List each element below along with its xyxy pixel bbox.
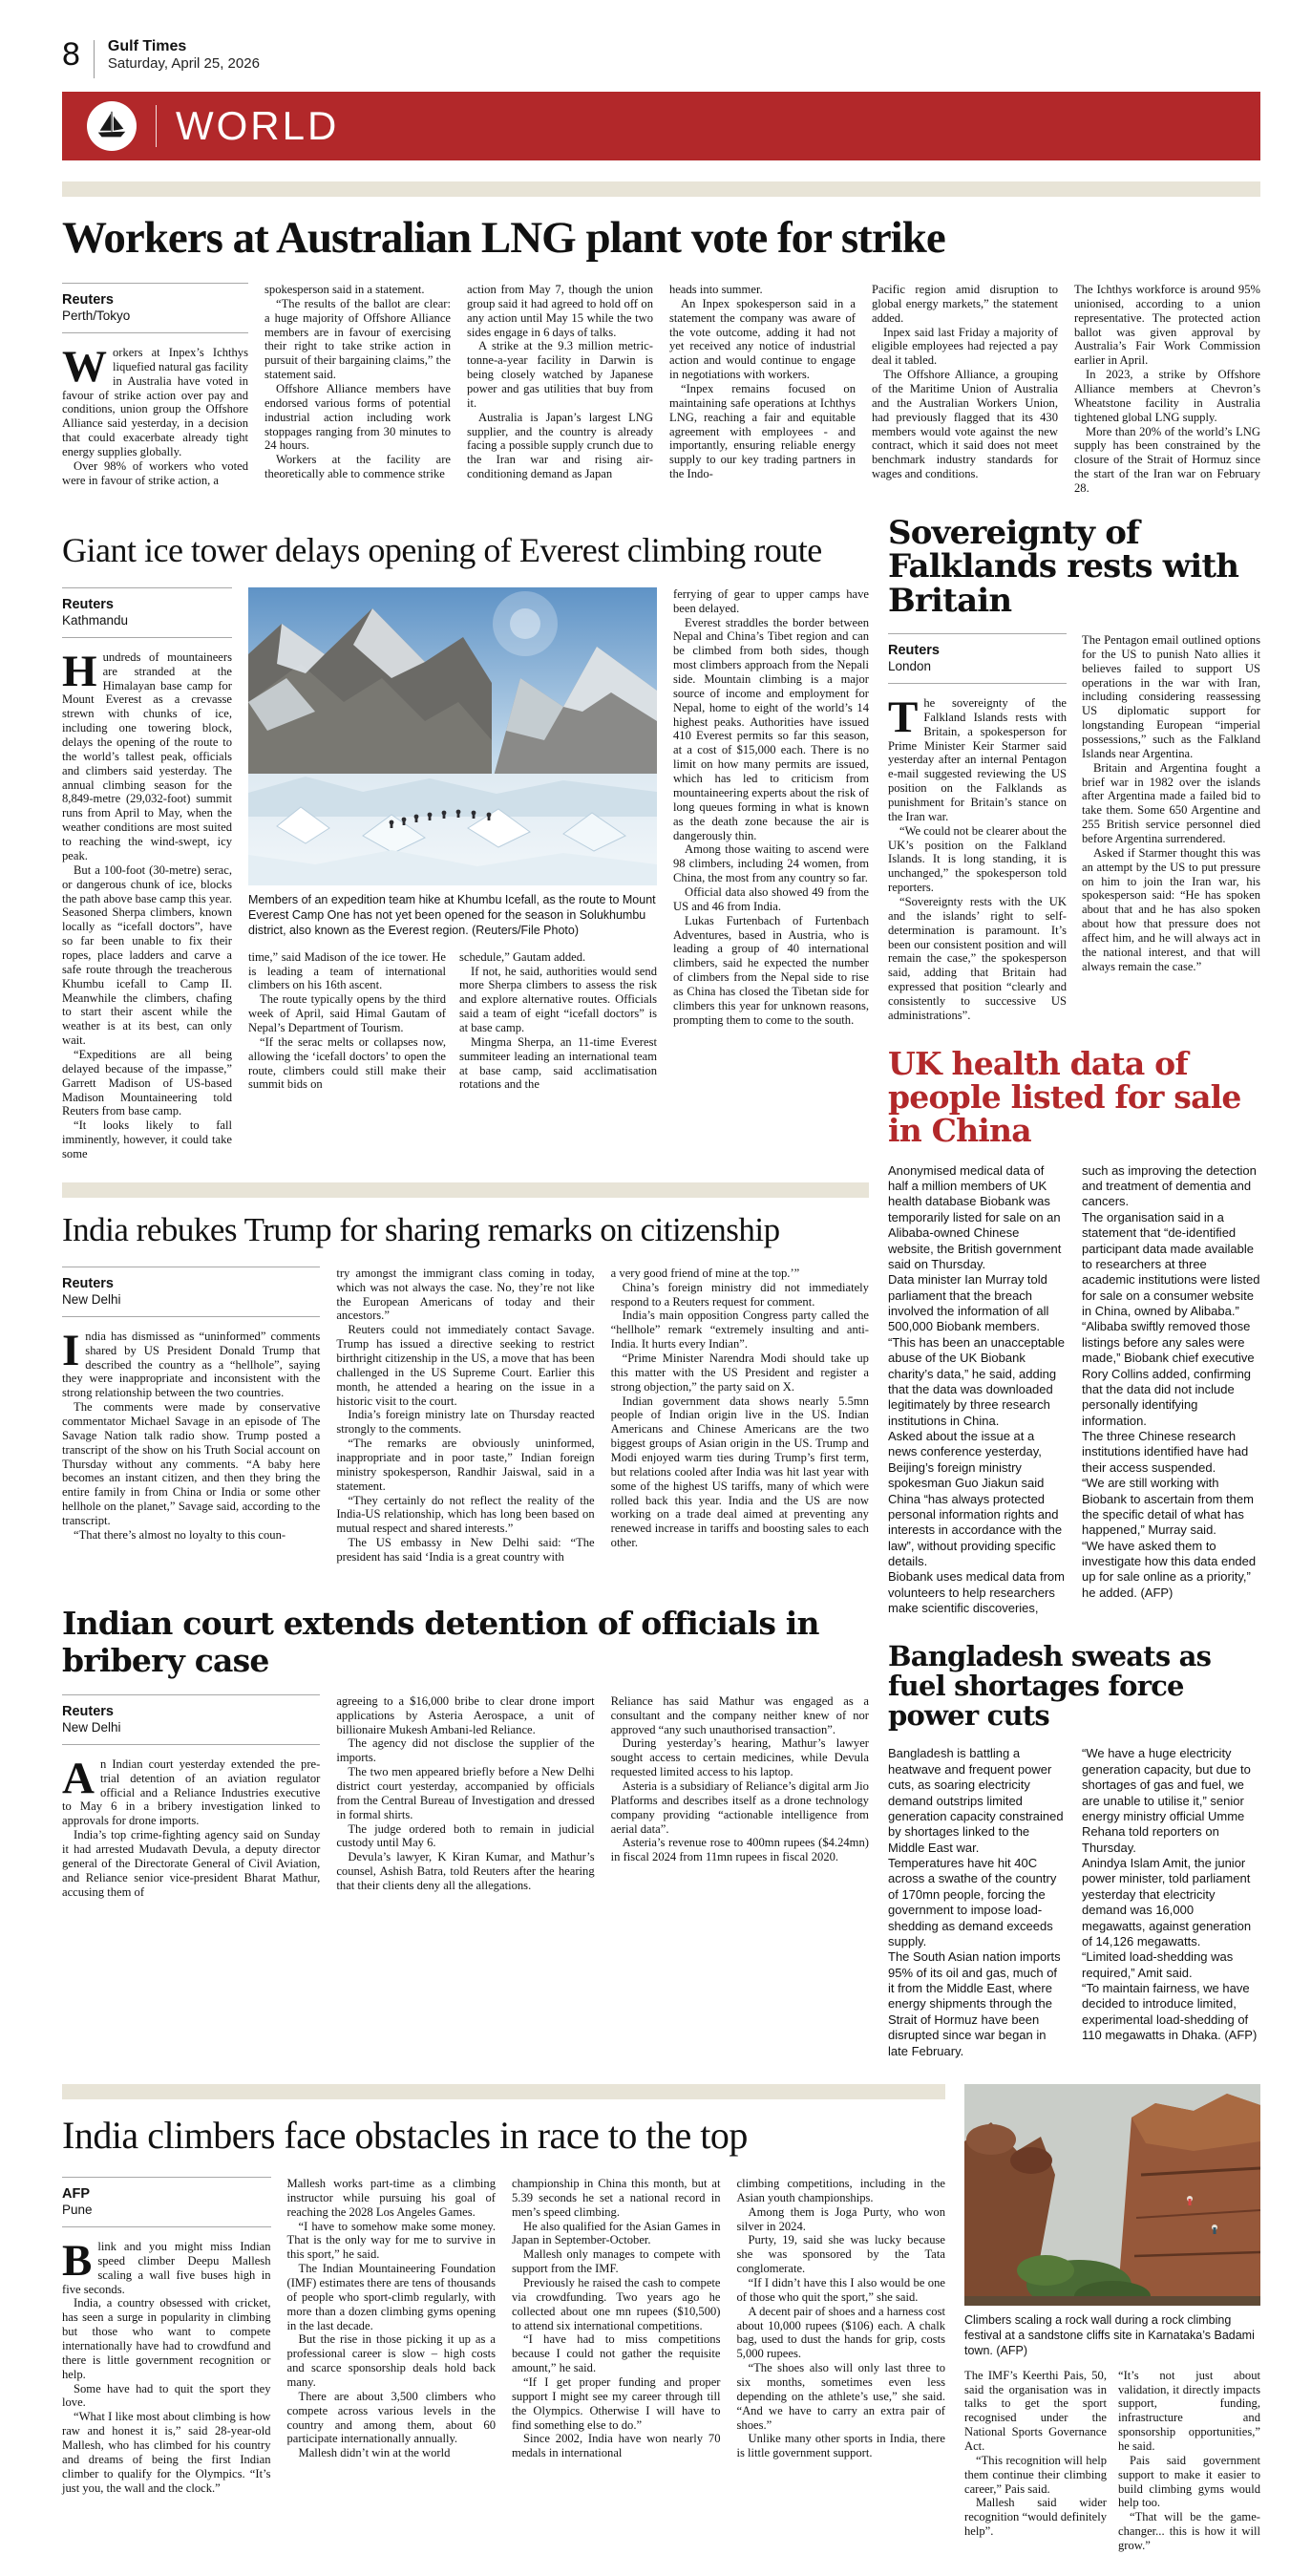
- column-text: [1082, 1163, 1260, 1617]
- paragraph: “It’s not just about validation, it directly impacts support, funding, infrastructure and sponsorship opportunities,” he said.: [1118, 2368, 1260, 2453]
- column-text: [888, 1746, 1067, 2059]
- paragraph: The Ichthys workforce is around 95% unionised, according to a union representative. The protected action ballot was given approval by Australia’s Fair Work Commission earlier in April.: [1074, 283, 1260, 368]
- paragraph: Everest straddles the border between Nepal and China’s Tibet region and can be climbed from both sides, though most climbers approach from the Nepali side. Mountain climbing is a major source of income and employment for Nepal, home to eight of the world’s 14 highest peaks. Authorities have issued 410 Everest permits so far this season, at a cost of $15,000 each. There is no limit on how many permits are issued, which has led to criticism from mountaineering experts about the risk of long queues forming in what is known as the death zone because the air is dangerously thin.: [673, 615, 869, 842]
- byline-location: New Delhi: [62, 1291, 121, 1307]
- headline-bribery: Indian court extends detention of officials in bribery case: [62, 1604, 819, 1679]
- paragraph: The US embassy in New Delhi said: “The president has said ‘India is a great country with: [336, 1536, 595, 1565]
- paragraph: An Inpex spokesperson said in a statement the company was aware of the vote outcome, adding it had not yet received any notice of industrial action and would continue to engage in negotiations with workers.: [669, 296, 856, 382]
- headline-trump: India rebukes Trump for sharing remarks on citizenship: [62, 1210, 780, 1248]
- paragraph: Temperatures have hit 40C across a swathe of the country of 170mn people, forcing the government to impose load-shedding as demand exceeds supply.: [888, 1856, 1057, 1948]
- paragraph: Bangladesh is battling a heatwave and frequent power cuts, as soaring electricity demand outstrips limited generation capacity constrained by shortages linked to the Middle East war.: [888, 1746, 1064, 1855]
- byline-agency: Reuters: [888, 642, 940, 658]
- masthead: [62, 38, 1260, 78]
- paragraph: agreeing to a $16,000 bribe to clear drone import applications by Asteria Aerospace, a unit of billionaire Mukesh Ambani-led Reliance.: [336, 1693, 595, 1736]
- column-text: [459, 950, 657, 1093]
- paragraph: Mallesh only manages to compete with support from the IMF.: [512, 2247, 721, 2276]
- paragraph: Britain and Argentina fought a brief war in 1982 over the islands after Argentina made a failed bid to take them. Some 650 Argentine and 255 British service personnel died before Argentina surrendered.: [1082, 760, 1260, 845]
- article-bribery-case: [62, 1605, 869, 1900]
- paragraph: More than 20% of the world’s LNG supply has been constrained by the closure of the Strait of Hormuz since the start of the Iran war on February 28.: [1074, 424, 1260, 496]
- byline: [888, 633, 1067, 684]
- paragraph: Devula’s lawyer, K Kiran Kumar, and Mathur’s counsel, Ashish Batra, told Reuters after the hearing that their clients deny all the allegations.: [336, 1850, 595, 1893]
- paragraph: heads into summer.: [669, 283, 763, 296]
- column-text: [737, 2177, 946, 2495]
- paragraph: India’s foreign ministry late on Thursday reacted strongly to the comments.: [336, 1408, 595, 1437]
- paragraph: The three Chinese research institutions identified have had their access suspended.: [1082, 1429, 1249, 1475]
- paragraph: “That will be the game-changer... this is how it will grow.”: [1118, 2510, 1260, 2553]
- byline-agency: Reuters: [62, 1275, 114, 1291]
- paragraph: Mallesh said wider recognition “would definitely help”.: [964, 2496, 1107, 2539]
- paragraph: During yesterday’s hearing, Mathur’s lawyer sought access to certain medicines, while Devula requested limited access to his laptop.: [610, 1736, 869, 1779]
- byline-agency: Reuters: [62, 292, 114, 308]
- byline-agency: Reuters: [62, 1703, 114, 1719]
- paragraph: Workers at the facility are theoretically able to commence strike: [264, 453, 451, 481]
- byline-agency: AFP: [62, 2185, 90, 2202]
- paragraph: Among them is Joga Purty, who won silver in 2024.: [736, 2204, 945, 2233]
- everest-photo-caption: Members of an expedition team hike at Khumbu Icefall, as the route to Mount Everest Camp One has not yet been opened for the season in Solukhumbu district, also known as the Everest region. (Reuters/File Photo): [248, 892, 656, 938]
- paragraph: “The remarks are obviously uninformed, inappropriate and in poor taste,” Indian foreign ministry spokesperson, Randhir Jaiswal, said in a statement.: [336, 1437, 595, 1493]
- paragraph: Offshore Alliance members have endorsed various forms of potential industrial action including work stoppages ranging from 30 minutes to 24 hours.: [264, 382, 451, 453]
- section-rule-bar: [62, 2084, 945, 2099]
- column-text: [611, 1694, 869, 1900]
- lng-columns: [62, 283, 1260, 496]
- paragraph: time,” said Madison of the ice tower. He is leading a team of international climbers on his 16th ascent.: [248, 949, 446, 992]
- headline-falklands: Sovereignty of Falklands rests with Britain: [888, 513, 1239, 620]
- section-title: WORLD: [176, 103, 340, 148]
- paragraph: Asked about the issue at a news conference yesterday, Beijing’s foreign ministry spokesman Guo Jiakun said China “has always protected personal information rights and interests in accordance with the law”, without providing specific details.: [888, 1429, 1063, 1569]
- paragraph: action from May 7, though the union group said it had agreed to hold off on any action until May 15 while the two sides engage in 6 days of talks.: [467, 283, 653, 339]
- headline-lng: Workers at Australian LNG plant vote for strike: [62, 213, 945, 263]
- section-banner: [62, 92, 1260, 160]
- paragraph: China’s foreign ministry did not immediately respond to a Reuters request for comment.: [610, 1280, 869, 1309]
- article-trump-citizenship: [62, 1182, 869, 1565]
- paper-name: Gulf Times: [107, 38, 187, 54]
- paragraph: ferrying of gear to upper camps have been delayed.: [673, 586, 869, 615]
- column-text: [888, 1163, 1067, 1617]
- paragraph: Asteria is a subsidiary of Reliance’s digital arm Jio Platforms and describes itself as a drone technology company providing “actionable intelligence from aerial data”.: [610, 1779, 869, 1836]
- article-lng-strike: [62, 181, 1260, 496]
- article-uk-health-data: [888, 1044, 1260, 1617]
- paragraph: Among those waiting to ascend were 98 climbers, including 24 women, from China, the most from any country so far.: [673, 842, 869, 885]
- byline-location: Kathmandu: [62, 612, 129, 628]
- column-text: [1118, 2369, 1260, 2553]
- paragraph: Biobank uses medical data from volunteers to help researchers make scientific discoveries,: [888, 1569, 1065, 1616]
- page-number: 8: [62, 36, 80, 73]
- column-text: [512, 2177, 721, 2495]
- paragraph: championship in China this month, but at 5.39 seconds he set a national record in men’s speed climbing.: [512, 2176, 721, 2219]
- paragraph: “They certainly do not reflect the reality of the India-US relationship, which has long been based on mutual respect and shared interests.”: [336, 1493, 595, 1536]
- climbers-photo-block: [964, 2084, 1260, 2553]
- masthead-divider: [94, 40, 95, 78]
- paragraph: Data minister Ian Murray told parliament that the breach involved the information of all 500,000 Biobank members.: [888, 1272, 1049, 1334]
- section-rule-bar: [62, 1182, 869, 1198]
- paragraph: “Prime Minister Narendra Modi should take up this matter with the US President and register a strong objection,” the party said on X.: [610, 1351, 869, 1394]
- dhow-logo-icon: [87, 101, 137, 151]
- paragraph: The Indian Mountaineering Foundation (IMF) estimates there are tens of thousands of people who sport-climb regularly, with more than a dozen climbing gyms opening in the last decade.: [286, 2262, 496, 2332]
- headline-bangladesh: Bangladesh sweats as fuel shortages force power cuts: [888, 1639, 1212, 1733]
- column-text: [62, 1753, 321, 1900]
- paragraph: “Alibaba swiftly removed those listings before any sales were made,” Biobank chief executive Rory Collins added, confirming that the data did not include personally identifying information.: [1082, 1319, 1255, 1428]
- paragraph: “This recognition will help them continue their climbing career,” Pais said.: [964, 2453, 1107, 2496]
- headline-climbers: India climbers face obstacles in race to the top: [62, 2113, 748, 2157]
- column: [62, 587, 232, 1161]
- paragraph: “If I get proper funding and proper support I might see my career through till the Olympics. Otherwise I will have to find something else to do.”: [512, 2374, 721, 2432]
- column-text: [336, 1694, 594, 1900]
- everest-photo-block: [248, 587, 657, 1161]
- column-text: [62, 2235, 271, 2495]
- paragraph: Reliance has said Mathur was engaged as a consultant and the company neither knew of nor approved “any such unauthorised transaction”.: [610, 1693, 869, 1736]
- paragraph: The IMF’s Keerthi Pais, 50, said the organisation was in talks to get the sport recognised under the National Sports Governance Act.: [964, 2368, 1107, 2453]
- paragraph: “It looks likely to fall imminently, however, it could take some: [62, 1118, 232, 1160]
- paragraph: Asteria’s revenue rose to 400mn rupees ($4.24mn) in fiscal 2024 from 11mn rupees in fiscal 2020.: [610, 1836, 869, 1864]
- paragraph: India’s main opposition Congress party called the “hellhole” remark “extremely insulting and anti-India. It hurts every Indian”.: [610, 1309, 869, 1352]
- paragraph: The comments were made by conservative commentator Michael Savage in an episode of The Savage Nation talk radio show. Trump posted a transcript of the show on his Truth Social account on Thursday without any comments. “A baby here becomes an instant citizen, and then they bring the entire family in from China or India or some other hellhole on the planet,” Savage said, according to the transcript.: [62, 1400, 321, 1527]
- column-text: [1082, 633, 1260, 1023]
- climbers-photo-caption: Climbers scaling a rock wall during a rock climbing festival at a sandstone cliffs site in Karnataka’s Badami town. (AFP): [964, 2312, 1255, 2358]
- byline-location: London: [888, 658, 932, 673]
- column: [62, 1267, 320, 1565]
- paragraph: “We are still working with Biobank to ascertain from them the specific detail of what has happened,” Murray said.: [1082, 1476, 1254, 1538]
- paragraph: a very good friend of mine at the top.’”: [610, 1266, 800, 1280]
- paragraph: Blink and you might miss Indian speed climber Deepu Mallesh scaling a wall five buses high in five seconds.: [62, 2235, 271, 2296]
- column: [62, 2177, 271, 2495]
- paragraph: Inpex said last Friday a majority of eligible employees had rejected a pay deal it tabled.: [872, 325, 1058, 368]
- paragraph: In 2023, a strike by Offshore Alliance members at Chevron’s Wheatstone facility in Australia tightened global LNG supply.: [1074, 368, 1260, 424]
- column-text: [62, 1325, 321, 1543]
- paragraph: Reuters could not immediately contact Savage. Trump has issued a directive seeking to restrict birthright citizenship in the US, a move that has been challenged in the US Supreme Court. Earlier this month, he attended a hearing on the issue in a historic visit to the court.: [336, 1323, 595, 1408]
- column-text: [872, 283, 1058, 496]
- paragraph: “That there’s almost no loyalty to this coun-: [74, 1527, 286, 1542]
- paragraph: schedule,” Gautam added.: [459, 949, 586, 964]
- column-text: [62, 646, 232, 1161]
- paragraph: “We have asked them to investigate how this data ended up for sale online as a priority,” he added. (AFP): [1082, 1538, 1257, 1600]
- everest-photo: [248, 587, 657, 885]
- paragraph: Previously he raised the cash to compete via crowdfunding. Two years ago he collected about one mn rupees ($10,500) to attend six international competitions.: [512, 2275, 721, 2332]
- column-text: [264, 283, 451, 496]
- paragraph: Mallesh didn’t win at the world: [298, 2446, 451, 2460]
- paragraph: “I have had to miss competitions because I could not gather the requisite amount,” he said.: [512, 2332, 721, 2375]
- column: [888, 633, 1067, 1023]
- paragraph: spokesperson said in a statement.: [264, 283, 425, 296]
- paper-date: Saturday, April 25, 2026: [107, 55, 260, 73]
- paragraph: “If the serac melts or collapses now, allowing the ‘icefall doctors’ to open the route, climbers could still make their summit bids on: [248, 1034, 446, 1092]
- column-text: [467, 283, 653, 496]
- paragraph: The sovereignty of the Falkland Islands rests with Britain, a spokesperson for Prime Minister Keir Starmer said yesterday after an internal Pentagon e-mail suggested reviewing the US position on the Falklands as punishment for Britain’s stance on the Iran war.: [888, 692, 1067, 823]
- paragraph: “Inpex remains focused on maintaining safe operations at Ichthys LNG, reaching a fair and equitable agreement with employees - and importantly, ensuring reliable energy supply to our key trading partners in the Indo-: [669, 382, 856, 481]
- paragraph: Anonymised medical data of half a million members of UK health database Biobank was temporarily listed for sale on an Alibaba-owned Chinese website, the British government said on Thursday.: [888, 1162, 1062, 1271]
- paragraph: “This has been an unacceptable abuse of the UK Biobank charity’s data,” he said, adding that the data was downloaded legitimately by three research institutions in China.: [888, 1334, 1066, 1428]
- column-text: [248, 950, 446, 1093]
- byline: [62, 1267, 320, 1317]
- paragraph: “Sovereignty rests with the UK and the islands’ right to self-determination is paramount. It’s been our consistent position and will remain the case,” the spokesperson said, adding that Britain had expressed that position “clearly and consistently to successive US administrations”.: [888, 895, 1067, 1022]
- paragraph: “What I like most about climbing is how raw and honest it is,” said 28-year-old Mallesh, who has climbed for his country and dreams of being the first Indian climber to qualify for the Olympics. “It’s just you, the wall and the clock.”: [62, 2410, 271, 2495]
- column-text: [964, 2369, 1107, 2553]
- column-text: [1082, 1746, 1260, 2059]
- paragraph: Hundreds of mountaineers are stranded at the Himalayan base camp for Mount Everest as a crevasse strewn with chunks of ice, including one towering block, delays the opening of the route to the world’s tallest peak, officials and climbers said yesterday. The annual climbing season for the 8,849-metre (29,032-foot) summit runs from April to May, when the weather conditions are most suited to reaching the wind-swept, icy peak.: [62, 646, 232, 862]
- paragraph: The agency did not disclose the supplier of the imports.: [336, 1736, 595, 1765]
- paragraph: Purty, 19, said she was lucky because she was sponsored by the Tata conglomerate.: [736, 2233, 945, 2276]
- paragraph: “I have to somehow make some money. That is the only way for me to survive in this sport,” he said.: [286, 2219, 496, 2262]
- paragraph: An Indian court yesterday extended the pre-trial detention of an aviation regulator official and a Reliance Industries executive to May 6 in a bribery investigation linked to approvals for drone imports.: [62, 1753, 321, 1828]
- column-text: [336, 1267, 594, 1565]
- paragraph: The Offshore Alliance, a grouping of the Maritime Union of Australia and the Australian Workers Union, had previously flagged that its 430 members would vote against the new contract, which it said does not meet benchmark industry standards for wages and conditions.: [872, 368, 1058, 481]
- paragraph: A strike at the 9.3 million metric-tonne-a-year facility in Darwin is being closely watched by Japanese power and gas utilities that buy from it.: [467, 339, 653, 410]
- paragraph: Some have had to quit the sport they love.: [62, 2381, 271, 2410]
- column: [62, 283, 248, 496]
- paragraph: “Expeditions are all being delayed because of the impasse,” Garrett Madison of US-based Madison Mountaineering told Reuters from base camp.: [62, 1047, 232, 1118]
- byline-location: New Delhi: [62, 1719, 121, 1735]
- headline-uk-health: UK health data of people listed for sale in China: [888, 1044, 1241, 1149]
- paragraph: The judge ordered both to remain in judicial custody until May 6.: [336, 1821, 595, 1850]
- byline: [62, 1694, 320, 1745]
- banner-divider: [156, 105, 157, 147]
- paragraph: The two men appeared briefly before a New Delhi district court yesterday, accompanied by officials from the Central Bureau of Investigation and dressed in formal shirts.: [336, 1765, 595, 1821]
- paragraph: He also qualified for the Asian Games in Japan in September-October.: [512, 2219, 721, 2247]
- climbers-photo: [964, 2084, 1260, 2306]
- paragraph: “If I didn’t have this I also would be one of those who quit the sport,” she said.: [736, 2275, 945, 2304]
- paragraph: Anindya Islam Amit, the junior power minister, told parliament yesterday that electricity demand was 16,000 megawatts, against generation of 14,126 megawatts.: [1082, 1856, 1252, 1948]
- byline-location: Perth/Tokyo: [62, 309, 131, 323]
- paragraph: Mingma Sherpa, an 11-time Everest summiteer leading an international team at base camp, said acclimatisation rotations and the: [459, 1034, 657, 1092]
- paragraph: Lukas Furtenbach of Furtenbach Adventures, based in Austria, who is leading a group of 40 international climbers, said he expected the number of climbers from the Nepal side to rise as China has closed the Tibetan side for climbers this year for unknown reasons, prompting them to come to the south.: [673, 913, 869, 1027]
- paragraph: “Limited load-shedding was required,” Amit said.: [1082, 1949, 1234, 1980]
- paragraph: Pais said government support to make it easier to build climbing gyms would help too.: [1118, 2453, 1260, 2510]
- paragraph: The Pentagon email outlined options for the US to punish Nato allies it believes failed to support US operations in the war with Iran, including considering reassessing US diplomatic support for longstanding European “imperial possessions,” such as the Falkland Islands near Argentina.: [1082, 632, 1260, 760]
- column-text: [669, 283, 856, 496]
- paragraph: There are about 3,500 climbers who compete across various levels in the country and among them, about 60 participate internationally annually.: [286, 2389, 496, 2446]
- paragraph: climbing competitions, including in the Asian youth championships.: [736, 2176, 945, 2204]
- paragraph: such as improving the detection and treatment of dementia and cancers.: [1082, 1162, 1257, 1209]
- paragraph: Official data also showed 49 from the US and 46 from India.: [673, 884, 869, 913]
- column-text: [62, 342, 248, 488]
- column: [62, 1694, 320, 1900]
- paragraph: “To maintain fairness, we have decided to introduce limited, experimental load-shedding of 110 megawatts in Dhaka. (AFP): [1082, 1981, 1258, 2043]
- paragraph: The South Asian nation imports 95% of its oil and gas, much of it from the Middle East, where energy shipments through the Strait of Hormuz have been disrupted since war began in late February.: [888, 1949, 1061, 2058]
- paragraph: But a 100-foot (30-metre) serac, or dangerous chunk of ice, blocks the path above base camp this year. Seasoned Sherpa climbers, known locally as “icefall doctors”, have so far been unable to fix their ropes, place ladders and carve a safe route through the treacherous Khumbu icefall to Camp II. Meanwhile the climbers, chafing to start their ascent while the weather is at its best, can only wait.: [62, 862, 232, 1048]
- section-rule-bar: [62, 181, 1260, 197]
- paragraph: The route typically opens by the third week of April, said Himal Gautam of Nepal’s Department of Tourism.: [248, 992, 446, 1034]
- byline: [62, 283, 248, 333]
- byline: [62, 587, 232, 638]
- paragraph: A decent pair of shoes and a harness cost about 10,000 rupees ($106) each. A chalk bag, used to dust the hands for grip, costs 5,000 rupees.: [736, 2304, 945, 2361]
- article-falklands: [888, 513, 1260, 1023]
- paragraph: The organisation said in a statement that “de-identified participant data made available to researchers at three academic institutions were listed for sale on a consumer website in China, owned by Alibaba.”: [1082, 1209, 1260, 1319]
- paragraph: India’s top crime-fighting agency said on Sunday it had arrested Mudavath Devula, a deputy director general of the Directorate General of Civil Aviation, and Reliance senior vice-president Bharat Mathur, accusing them of: [62, 1828, 321, 1899]
- paragraph: Unlike many other sports in India, there is little government support.: [736, 2432, 945, 2460]
- column-text: [888, 692, 1067, 1023]
- paragraph: Pacific region amid disruption to global energy markets,” the statement added.: [872, 283, 1058, 325]
- column-text: [673, 587, 869, 1161]
- paragraph: If not, he said, authorities would send more Sherpa climbers to assess the risk and explore alternative routes. Officials said a team of eight “icefall doctors” is at base camp.: [459, 964, 657, 1034]
- paragraph: Indian government data shows nearly 5.5mn people of Indian origin live in the US. Indian Americans and Chinese Americans are the two biggest groups of Asian origin in the US. Trump and Modi enjoyed warm ties during Trump’s first term, but relations cooled after India was hit last year with some of the highest US tariffs, many of which were rolled back this year. India and the US are now working on a trade deal aimed at preventing any renewed increase in tariffs and boosting sales to each other.: [610, 1394, 869, 1550]
- paragraph: “We could not be clearer about the UK’s position on the Falkland Islands. It is long standing, it is unchanged,” the spokesperson told reporters.: [888, 823, 1067, 895]
- column-text: [611, 1267, 869, 1565]
- paragraph: “The shoes also will only last three to six months, sometimes even less depending on the athlete’s use,” she said. “And we have to carry an extra pair of shoes.”: [736, 2361, 945, 2432]
- paragraph: India has dismissed as “uninformed” comments shared by US President Donald Trump that described the country as a “hellhole”, saying they were inappropriate and inconsistent with the strong relationship between the two countries.: [62, 1325, 321, 1400]
- paragraph: Australia is Japan’s largest LNG supplier, and the country is already facing a possible supply crunch due to the Iran war and rising air-conditioning demand as Japan: [467, 410, 653, 481]
- paragraph: Over 98% of workers who voted were in favour of strike action, a: [62, 458, 248, 487]
- column-text: [287, 2177, 497, 2495]
- headline-everest: Giant ice tower delays opening of Everest climbing route: [62, 530, 822, 569]
- article-india-climbers: [62, 2084, 1260, 2553]
- paragraph: Since 2002, India have won nearly 70 medals in international: [512, 2432, 721, 2460]
- article-everest: [62, 530, 869, 1161]
- column-text: [1074, 283, 1260, 496]
- byline: [62, 2177, 271, 2227]
- byline-location: Pune: [62, 2202, 93, 2217]
- paragraph: India, a country obsessed with cricket, has seen a surge in popularity in climbing but those who want to compete internationally have had to crowdfund and there is little government recognition or help.: [62, 2296, 271, 2381]
- masthead-text: [108, 38, 260, 73]
- paragraph: Workers at Inpex’s Ichthys liquefied natural gas facility in Australia have voted in favour of strike action over pay and conditions, union group the Offshore Alliance said yesterday, in a decision that could exacerbate already tight energy supplies globally.: [62, 342, 248, 459]
- paragraph: “The results of the ballot are clear: a huge majority of Offshore Alliance members are in favour of exercising their right to take strike action in pursuit of their bargaining claims,” the statement said.: [264, 296, 451, 382]
- paragraph: try amongst the immigrant class coming in today, which was not always the case. No, they’re not like the European Americans of today and their ancestors.”: [336, 1266, 595, 1323]
- paragraph: But the rise in those picking it up as a professional career is slow – high costs and scarce sponsorship deals hold back many.: [286, 2332, 496, 2389]
- paragraph: “We have a huge electricity generation capacity, but due to shortages of gas and fuel, we are unable to utilise it,” senior energy ministry official Umme Rehana told reporters on Thursday.: [1082, 1746, 1251, 1855]
- dhow-boat-icon: [94, 108, 130, 144]
- paragraph: Asked if Starmer thought this was an attempt by the US to put pressure on him to join the Iran war, his spokesperson said: “He has spoken about that and he has also spoken about how that pressure does not affect him, and he will always act in the national interest, and that will always remain the case.”: [1082, 845, 1260, 973]
- paragraph: Mallesh works part-time as a climbing instructor while pursuing his goal of reaching the 2028 Los Angeles Games.: [286, 2176, 496, 2219]
- article-bangladesh-power: [888, 1639, 1260, 2059]
- byline-agency: Reuters: [62, 596, 114, 612]
